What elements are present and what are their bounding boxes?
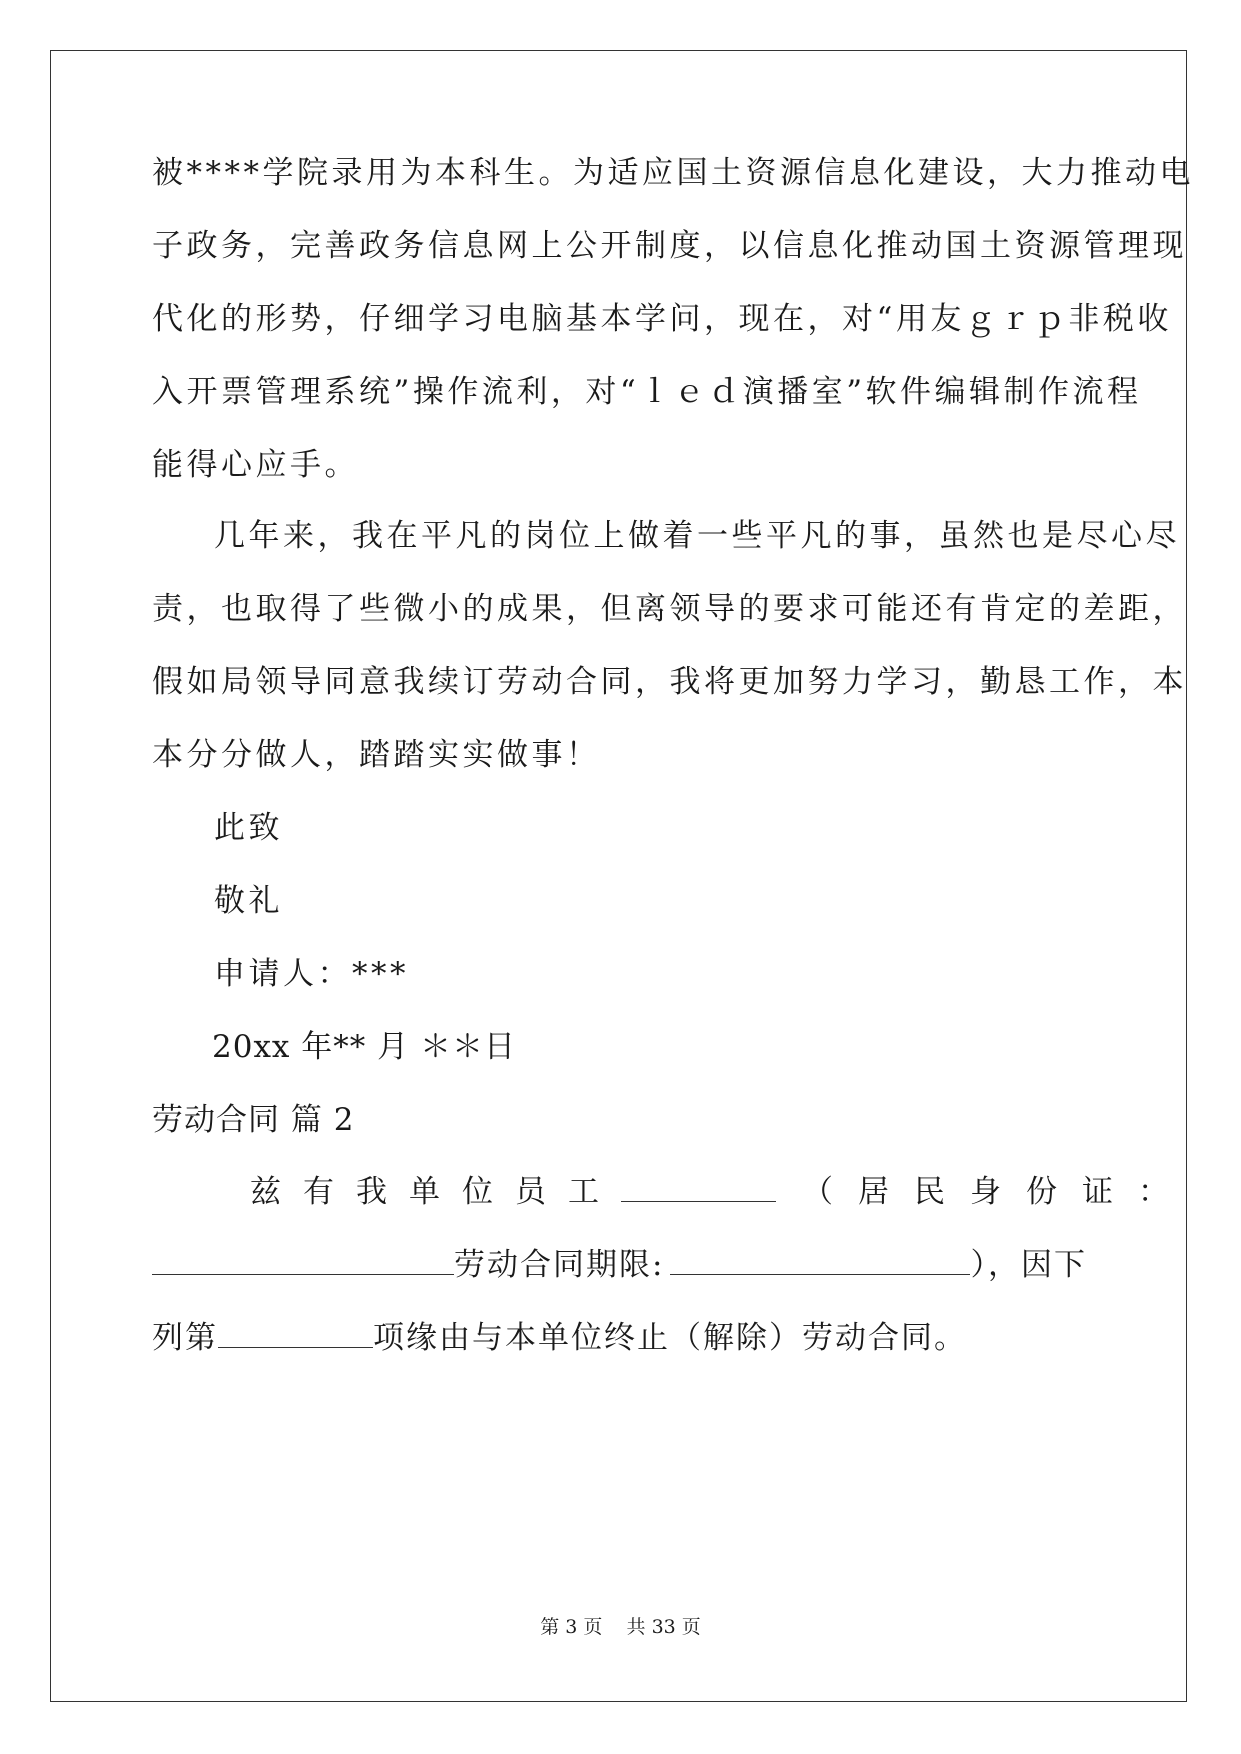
page-footer bbox=[0, 1615, 1241, 1639]
paragraph-2-line-4: 本分分做人，踏踏实实做事！ bbox=[152, 737, 601, 773]
reason-number-blank bbox=[218, 1319, 373, 1348]
paragraph-2-line-3: 假如局领导同意我续订劳动合同，我将更加努力学习，勤恳工作，本 bbox=[152, 664, 1187, 700]
paragraph-1-line-5: 能得心应手。 bbox=[152, 447, 359, 483]
section-heading: 劳动合同 篇 2 bbox=[152, 1102, 355, 1138]
section-2-line-3-start: 列第 bbox=[152, 1320, 218, 1356]
contract-period-blank bbox=[670, 1246, 970, 1275]
section-2-line-2 bbox=[152, 1245, 1087, 1285]
paragraph-2-line-1: 几年来，我在平凡的岗位上做着一些平凡的事，虽然也是尽心尽 bbox=[214, 518, 1180, 554]
page-number: 第 3 页 bbox=[540, 1616, 603, 1638]
total-pages: 共 33 页 bbox=[626, 1616, 701, 1638]
paragraph-1-line-4: 入开票管理系统”操作流利，对“ｌｅｄ演播室”软件编辑制作流程 bbox=[152, 374, 1142, 410]
contract-period-label: 劳动合同期限: bbox=[454, 1247, 665, 1283]
applicant-line: 申请人：*** bbox=[214, 956, 409, 992]
date-line: 20xx 年** 月 ＊＊日 bbox=[212, 1029, 516, 1065]
salutation: 此致 bbox=[214, 810, 283, 846]
paragraph-2-line-2: 责，也取得了些微小的成果，但离领导的要求可能还有肯定的差距， bbox=[152, 591, 1187, 627]
paragraph-1-line-3: 代化的形势，仔细学习电脑基本学问，现在，对“用友ｇｒｐ非税收 bbox=[152, 301, 1172, 337]
employee-name-blank bbox=[621, 1173, 776, 1202]
page-frame bbox=[50, 50, 1194, 1702]
id-number-blank bbox=[152, 1246, 454, 1275]
section-2-line-3-end: 项缘由与本单位终止（解除）劳动合同。 bbox=[373, 1320, 967, 1356]
section-2-line-1-text: 兹有我单位员工 bbox=[250, 1174, 621, 1210]
paragraph-1-line-2: 子政务，完善政务信息网上公开制度，以信息化推动国土资源管理现 bbox=[152, 228, 1187, 264]
section-2-line-2-end: ），因下 bbox=[970, 1247, 1087, 1283]
regards: 敬礼 bbox=[214, 883, 283, 919]
paragraph-1-line-1: 被****学院录用为本科生。为适应国土资源信息化建设，大力推动电 bbox=[152, 155, 1194, 191]
id-card-label: （居民身份证： bbox=[802, 1174, 1194, 1210]
section-2-line-1 bbox=[250, 1172, 1194, 1212]
section-2-line-3 bbox=[152, 1318, 1082, 1358]
